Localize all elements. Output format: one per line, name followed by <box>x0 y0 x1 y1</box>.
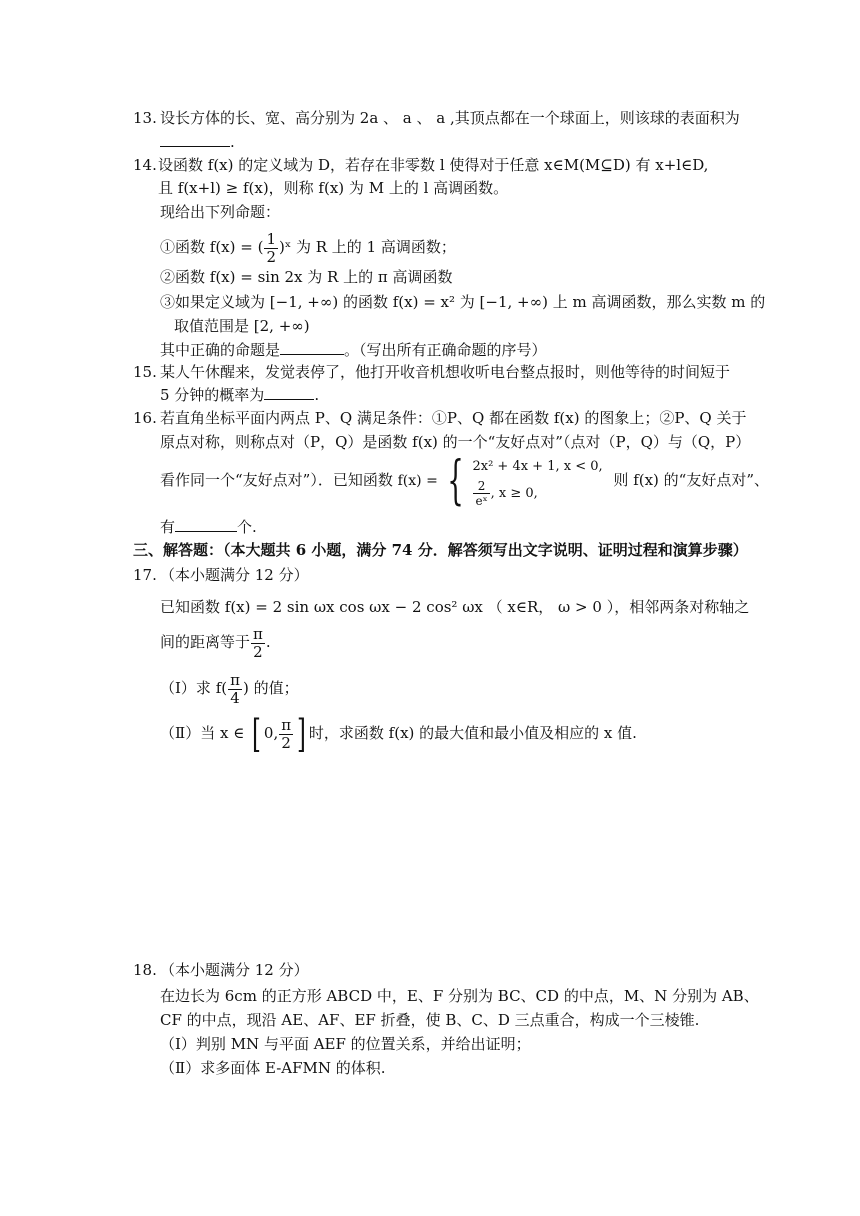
q18-line2: CF 的中点，现沿 AE、AF、EF 折叠，使 B、C、D 三点重合，构成一个三棱锥. <box>160 1011 700 1029</box>
piecewise-brace: { <box>446 451 464 511</box>
q16-line1: 若直角坐标平面内两点 P、Q 满足条件：①P、Q 都在函数 f(x) 的图象上；②P、Q 关于 <box>160 409 747 427</box>
q17-part2: （Ⅱ）当 x ∈ [ 0, $\frac{\pi}{2}$ ] 时，求函数 f(x) 的最大值和最小值及相应的 x 值. <box>160 712 637 756</box>
q13-line1: 设长方体的长、宽、高分别为 2a 、 a 、 a ,其顶点都在一个球面上，则该球的表面积为 <box>160 109 740 127</box>
q14-item2: ②函数 f(x) = sin 2x 为 R 上的 π 高调函数 <box>160 268 453 286</box>
q14-number: 14. <box>133 156 157 174</box>
answer-blank <box>280 340 344 355</box>
q13-line2: . <box>160 132 235 152</box>
q14-item3-line2: 取值范围是 [2, +∞) <box>174 317 310 335</box>
q18-number: 18. <box>133 961 157 979</box>
q15-line2: 5 分钟的概率为 . <box>160 386 320 404</box>
q14-answer-line: 其中正确的命题是 。（写出所有正确命题的序号） <box>160 341 547 359</box>
q16-line2: 原点对称，则称点对（P，Q）是函数 f(x) 的一个“友好点对”（点对（P，Q）与（Q，P） <box>160 433 751 451</box>
q17-header: （本小题满分 12 分） <box>160 566 309 584</box>
answer-blank <box>175 517 237 532</box>
q14-line3: 现给出下列命题： <box>160 203 281 221</box>
q18-part1: （Ⅰ）判别 MN 与平面 AEF 的位置关系，并给出证明； <box>160 1035 531 1053</box>
q15-line1: 某人午休醒来，发觉表停了，他打开收音机想收听电台整点报时，则他等待的时间短于 <box>160 363 731 381</box>
q17-number: 17. <box>133 566 157 584</box>
q16-number: 16. <box>133 409 157 427</box>
piecewise-cases: 2x² + 4x + 1, x < 0, $\frac{2}{\text{eˣ}}$ , x ≥ 0, <box>472 458 603 508</box>
q16-line3: 看作同一个“友好点对”）．已知函数 f(x) = { 2x² + 4x + 1, x < 0, $\frac{2}{\text{eˣ}}$ , x ≥ 0, 则 f(x) 的“友好点对”、 <box>160 451 770 511</box>
q18-header: （本小题满分 12 分） <box>160 961 309 979</box>
right-bracket: ] <box>297 712 306 756</box>
q15-number: 15. <box>133 363 157 381</box>
q17-line1: 已知函数 f(x) = 2 sin ωx cos ωx − 2 cos² ωx （ x∈R， ω > 0 ），相邻两条对称轴之 <box>160 598 750 616</box>
q18-line1: 在边长为 6cm 的正方形 ABCD 中，E、F 分别为 BC、CD 的中点，M、N 分别为 AB、 <box>160 987 759 1005</box>
answer-blank <box>160 132 230 147</box>
q18-part2: （Ⅱ）求多面体 E-AFMN 的体积. <box>160 1059 386 1077</box>
left-bracket: [ <box>252 712 261 756</box>
q14-item3-line1: ③如果定义域为 [−1, +∞) 的函数 f(x) = x² 为 [−1, +∞) 上 m 高调函数，那么实数 m 的 <box>160 293 766 311</box>
q13-number: 13. <box>133 109 157 127</box>
q14-line1: 设函数 f(x) 的定义域为 D，若存在非零数 l 使得对于任意 x∈M(M⊆D) 有 x+l∈D, <box>158 156 709 174</box>
answer-blank <box>264 385 314 400</box>
q16-line4: 有 个. <box>160 518 257 536</box>
section3-heading: 三、解答题：（本大题共 6 小题，满分 74 分．解答须写出文字说明、证明过程和演算步骤） <box>133 541 748 559</box>
q14-item1: ①函数 f(x) = ( $\frac{1}{2}$ )ˣ 为 R 上的 1 高调函数； <box>160 229 456 266</box>
q17-line2: 间的距离等于 $\frac{\pi}{2}$ . <box>160 624 271 661</box>
q14-line2: 且 f(x+l) ≥ f(x)，则称 f(x) 为 M 上的 l 高调函数。 <box>158 179 509 197</box>
q17-part1: （Ⅰ）求 f( $\frac{\pi}{4}$ ) 的值； <box>160 670 299 707</box>
